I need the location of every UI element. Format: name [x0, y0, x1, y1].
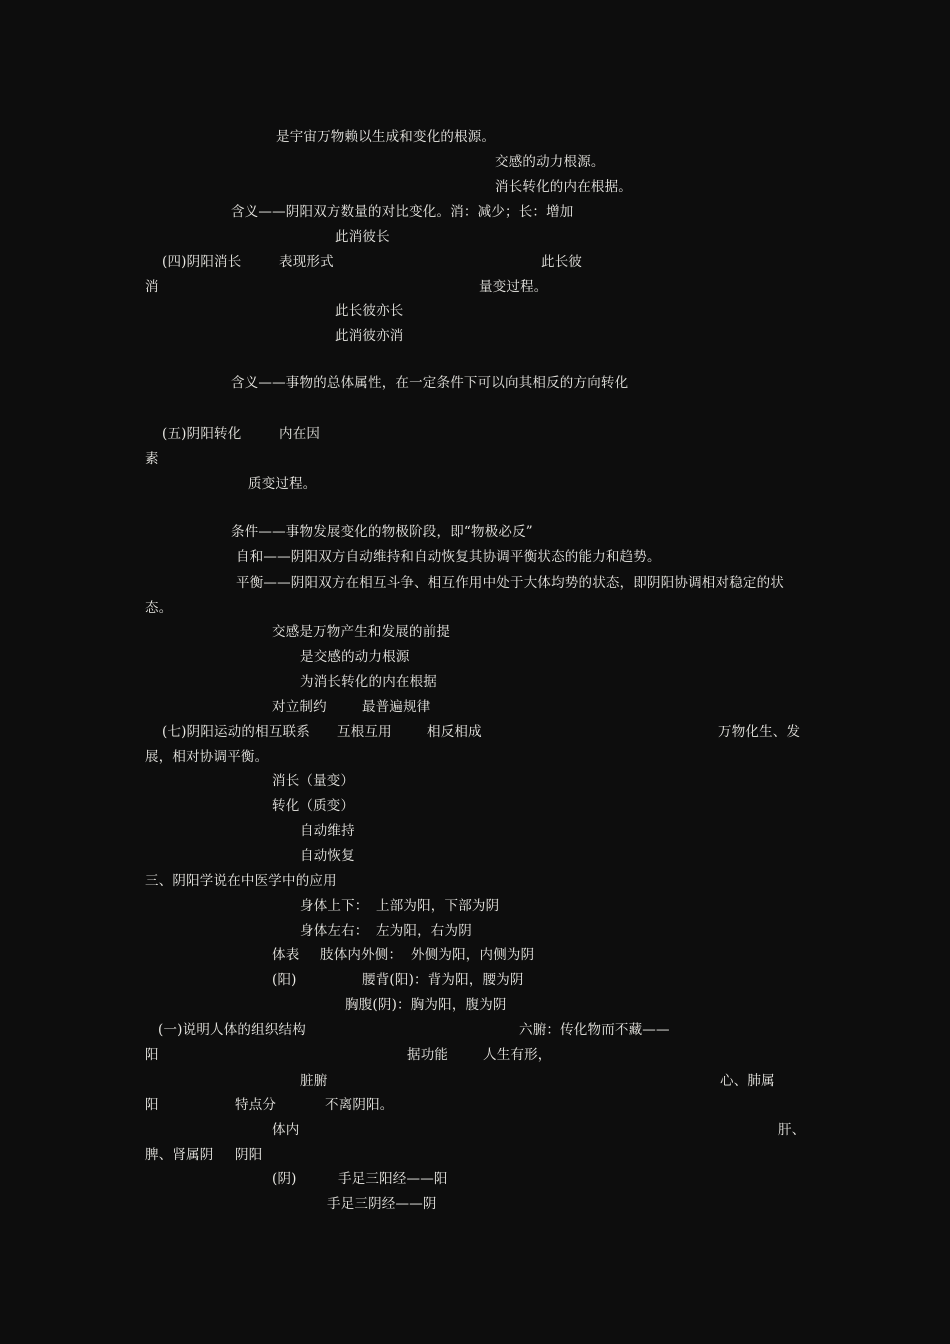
text-line: 含义——事物的总体属性，在一定条件下可以向其相反的方向转化: [231, 375, 629, 391]
text-line: 手足三阴经——阴: [327, 1196, 437, 1212]
text-line: 消长（量变）: [272, 773, 355, 789]
text-line: 此消彼长: [335, 229, 390, 245]
text-line: 左为阳，右为阴: [376, 923, 472, 939]
text-line: 是交感的动力根源: [300, 649, 410, 665]
text-line: 自动恢复: [300, 848, 355, 864]
text-line: 条件——事物发展变化的物极阶段，即“物极必反”: [231, 524, 533, 540]
text-line: 交感是万物产生和发展的前提: [272, 624, 451, 640]
text-line: 特点分: [235, 1097, 277, 1113]
text-line: 含义——阴阳双方数量的对比变化。消：减少；长：增加: [231, 204, 574, 220]
text-line: 量变过程。: [479, 279, 548, 295]
text-line: 阳: [145, 1047, 159, 1063]
text-line: 六腑：传化物而不藏——: [519, 1022, 670, 1038]
text-line: 腰背(阳)：背为阳，腰为阴: [362, 972, 524, 988]
chapter-heading: 三、阴阳学说在中医学中的应用: [145, 873, 337, 889]
text-line: 表现形式: [279, 254, 334, 270]
text-line: 阳: [145, 1097, 159, 1113]
text-line: 消长转化的内在根据。: [495, 179, 632, 195]
text-line: 展，相对协调平衡。: [145, 749, 269, 765]
text-line: 此长彼亦长: [335, 303, 404, 319]
text-line: 转化（质变）: [272, 798, 355, 814]
text-line: 胸腹(阴)：胸为阳，腹为阴: [345, 997, 507, 1013]
text-line: 是宇宙万物赖以生成和变化的根源。: [276, 129, 496, 145]
text-line: 上部为阳，下部为阴: [376, 898, 500, 914]
text-line: 对立制约: [272, 699, 327, 715]
text-line: 交感的动力根源。: [495, 154, 605, 170]
text-line: 外侧为阳，内侧为阴: [411, 947, 535, 963]
text-line: 此长彼: [541, 254, 583, 270]
text-line: 为消长转化的内在根据: [300, 674, 437, 690]
text-line: 素: [145, 451, 159, 467]
text-line: 内在因: [279, 426, 321, 442]
text-line: 最普遍规律: [362, 699, 431, 715]
text-line: 互根互用: [337, 724, 392, 740]
section-heading: (一)说明人体的组织结构: [158, 1022, 306, 1038]
text-line: 自动维持: [300, 823, 355, 839]
text-line: (阳): [272, 972, 297, 988]
text-line: 肝、: [778, 1122, 806, 1138]
text-line: (阴): [272, 1171, 297, 1187]
text-line: 脾、肾属阴: [145, 1147, 214, 1163]
text-line: 不离阴阳。: [325, 1097, 394, 1113]
text-line: 消: [145, 279, 159, 295]
text-line: 此消彼亦消: [335, 328, 404, 344]
text-line: 体表: [272, 947, 300, 963]
section-heading: (四)阴阳消长: [162, 254, 242, 270]
text-line: 万物化生、发: [718, 724, 801, 740]
text-line: 手足三阳经——阳: [338, 1171, 448, 1187]
text-line: 相反相成: [427, 724, 482, 740]
text-line: 据功能: [407, 1047, 449, 1063]
text-line: 脏腑: [300, 1073, 328, 1089]
text-line: 人生有形，: [483, 1047, 552, 1063]
section-heading: (五)阴阳转化: [162, 426, 242, 442]
text-line: 质变过程。: [248, 476, 317, 492]
section-heading: (七)阴阳运动的相互联系: [162, 724, 310, 740]
text-line: 身体上下：: [300, 898, 369, 914]
text-line: 心、肺属: [720, 1073, 775, 1089]
text-line: 阴阳: [235, 1147, 263, 1163]
text-line: 平衡——阴阳双方在相互斗争、相互作用中处于大体均势的状态，即阴阳协调相对稳定的状: [236, 575, 784, 591]
text-line: 肢体内外侧：: [320, 947, 403, 963]
text-line: 身体左右：: [300, 923, 369, 939]
text-line: 体内: [272, 1122, 300, 1138]
text-line: 态。: [145, 600, 173, 616]
text-line: 自和——阴阳双方自动维持和自动恢复其协调平衡状态的能力和趋势。: [236, 549, 661, 565]
